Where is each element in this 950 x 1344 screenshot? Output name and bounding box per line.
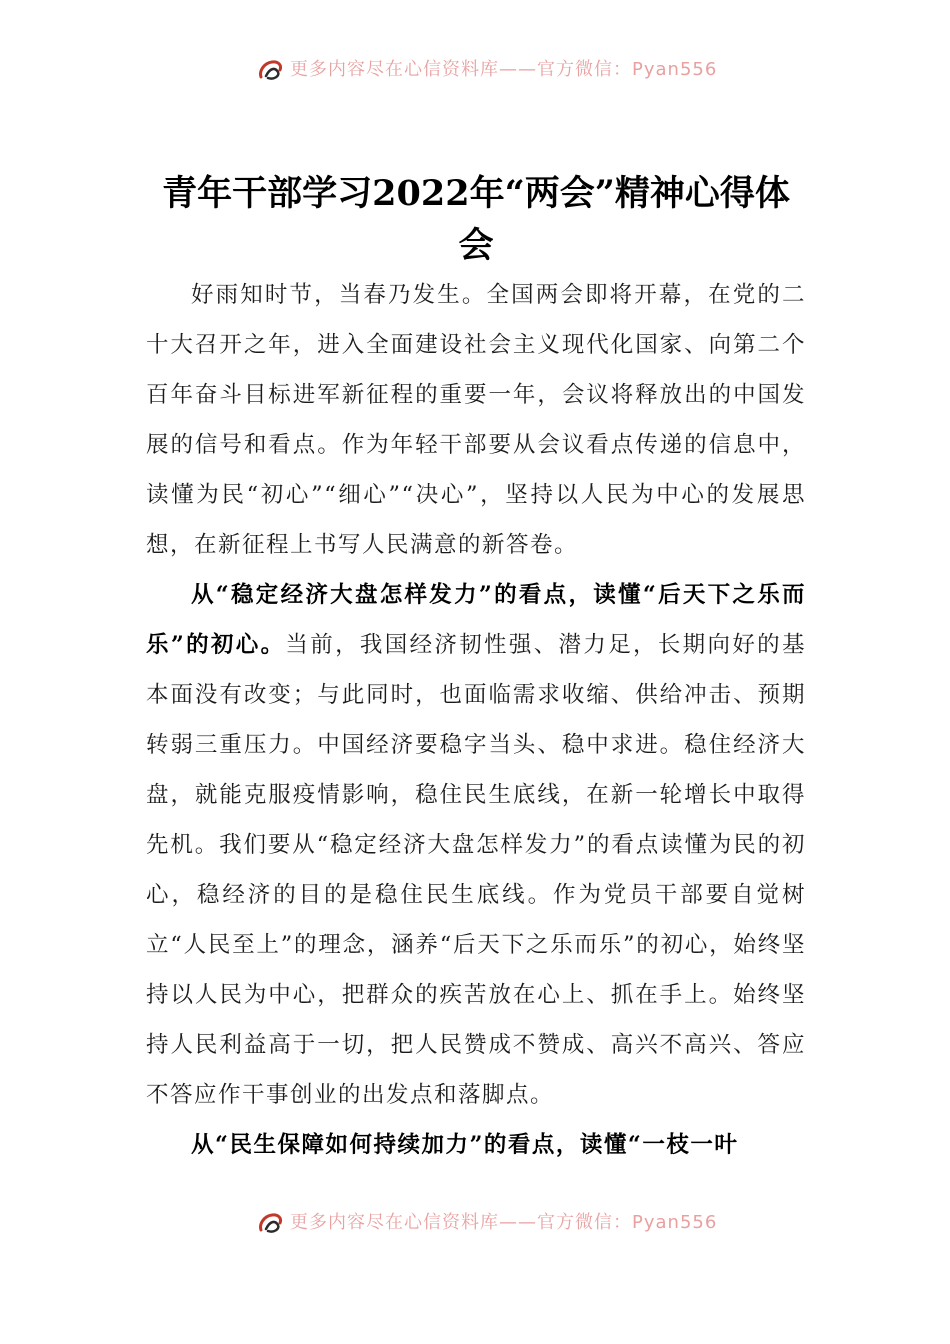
paragraph-text: 好雨知时节，当春乃发生。全国两会即将开幕，在党的二十大召开之年，进入全面建设社会主义现代化国家、向第二个百年奋斗目标进军新征程的重要一年，会议将释放出的中国发展的信号和看点。作为年轻干部要从会议看点传递的信息中，读懂为民“初心”“细心”“决心”，坚持以人民为中心的发展思想，在新征程上书写人民满意的新答卷。 [146, 282, 806, 558]
watermark-text: 更多内容尽在心信资料库——官方微信：Pyan556 [290, 1212, 718, 1233]
document-title: 青年干部学习2022年“两会”精神心得体会 [162, 173, 790, 266]
brand-logo-icon [258, 1212, 284, 1234]
paragraph-lead: 从“民生保障如何持续加力”的看点，读懂“一枝一叶 [191, 1132, 739, 1158]
watermark-footer [258, 1210, 717, 1236]
document-body [146, 270, 806, 1170]
watermark-header [258, 57, 717, 83]
watermark-text: 更多内容尽在心信资料库——官方微信：Pyan556 [290, 59, 718, 80]
brand-logo-icon [258, 59, 284, 81]
paragraph-lead: 从“稳定经济大盘怎样发力”的看点，读懂“后天下之乐而乐”的初心。 [146, 582, 806, 658]
paragraph [146, 270, 806, 570]
paragraph [146, 570, 806, 1120]
paragraph-text: 当前，我国经济韧性强、潜力足，长期向好的基本面没有改变；与此同时，也面临需求收缩、供给冲击、预期转弱三重压力。中国经济要稳字当头、稳中求进。稳住经济大盘，就能克服疫情影响，稳住民生底线，在新一轮增长中取得先机。我们要从“稳定经济大盘怎样发力”的看点读懂为民的初心，稳经济的目的是稳住民生底线。作为党员干部要自觉树立“人民至上”的理念，涵养“后天下之乐而乐”的初心，始终坚持以人民为中心，把群众的疾苦放在心上、抓在手上。始终坚持人民利益高于一切，把人民赞成不赞成、高兴不高兴、答应不答应作干事创业的出发点和落脚点。 [146, 632, 806, 1108]
paragraph [146, 1120, 806, 1170]
